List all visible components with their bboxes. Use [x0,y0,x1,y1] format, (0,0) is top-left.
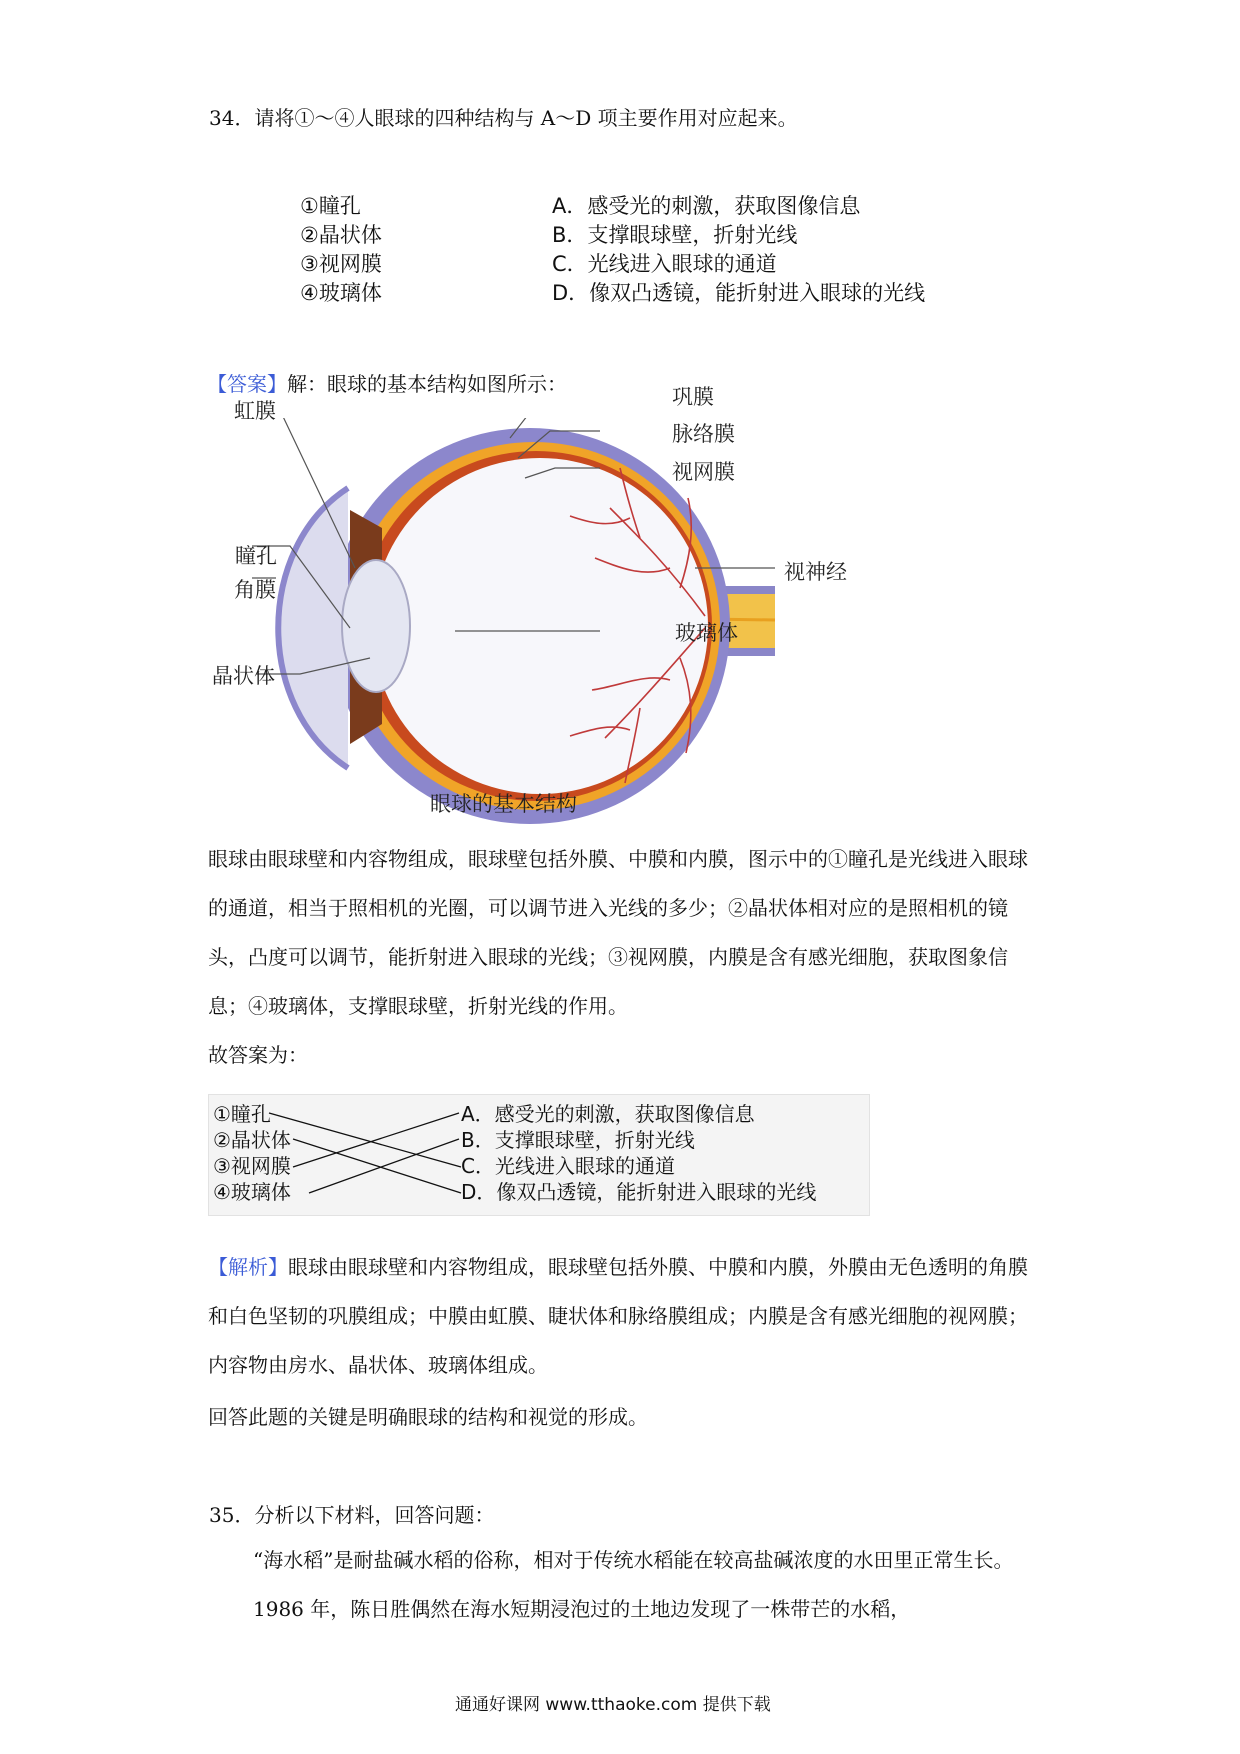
label-optic-nerve: 视神经 [784,560,847,584]
answer-left-3: ③视网膜 [213,1154,291,1178]
label-lens: 晶状体 [212,664,275,688]
q34-structure-3: ③视网膜 [300,252,382,276]
label-vitreous: 玻璃体 [675,621,738,645]
question-34-title: 34．请将①～④人眼球的四种结构与 A～D 项主要作用对应起来。 [209,106,798,130]
diagram-caption: 眼球的基本结构 [430,792,577,816]
answer-right-a: A．感受光的刺激，获取图像信息 [461,1102,755,1126]
answer-explanation: 眼球由眼球壁和内容物组成，眼球壁包括外膜、中膜和内膜，图示中的①瞳孔是光线进入眼球的通道，相当于照相机的光圈，可以调节进入光线的多少；②晶状体相对应的是照相机的镜头，凸度可以调节，能折射进入眼球的光线；③视网膜，内膜是含有感光细胞，获取图象信息；④玻璃体，支撑眼球壁，折射光线的作用。 [208,847,1028,1018]
q34-structures-list [300,192,382,308]
label-sclera: 巩膜 [672,385,714,409]
q34-function-b: B．支撑眼球壁，折射光线 [552,223,798,247]
q34-structure-4: ④玻璃体 [300,281,382,305]
question-35-title: 35．分析以下材料，回答问题： [209,1503,495,1527]
analysis-text: 眼球由眼球壁和内容物组成，眼球壁包括外膜、中膜和内膜，外膜由无色透明的角膜和白色坚韧的巩膜组成；中膜由虹膜、睫状体和脉络膜组成；内膜是含有感光细胞的视网膜；内容物由房水、晶状体、玻璃体组成。 [208,1255,1028,1377]
answer-left-1: ①瞳孔 [213,1102,271,1126]
answer-matching-box [208,1094,870,1216]
answer-intro: 解：眼球的基本结构如图所示： [287,372,567,396]
analysis-label: 【解析】 [208,1255,288,1279]
analysis-key-point: 回答此题的关键是明确眼球的结构和视觉的形成。 [208,1405,648,1429]
answer-right-column [461,1101,816,1205]
answer-right-c: C．光线进入眼球的通道 [461,1154,675,1178]
answer-right-d: D．像双凸透镜，能折射进入眼球的光线 [461,1180,817,1204]
q34-structure-1: ①瞳孔 [300,194,361,218]
answer-label: 【答案】 [207,372,287,396]
eye-diagram-labels [200,385,880,830]
answer-left-4: ④玻璃体 [213,1180,291,1204]
label-cornea: 角膜 [234,578,276,602]
answer-left-2: ②晶状体 [213,1128,291,1152]
label-retina: 视网膜 [672,460,735,484]
q34-function-a: A．感受光的刺激，获取图像信息 [552,194,861,218]
answer-right-b: B．支撑眼球壁，折射光线 [461,1128,695,1152]
answer-heading [207,369,567,399]
label-choroid: 脉络膜 [672,422,735,446]
so-answer-label: 故答案为： [208,1043,308,1067]
q34-function-d: D．像双凸透镜，能折射进入眼球的光线 [552,281,926,305]
label-pupil: 瞳孔 [235,544,277,568]
page-footer: 通通好课网 www.tthaoke.com 提供下载 [455,1695,771,1715]
label-iris: 虹膜 [234,399,276,423]
question-35-material: “海水稻”是耐盐碱水稻的俗称，相对于传统水稻能在较高盐碱浓度的水田里正常生长。1986 年，陈日胜偶然在海水短期浸泡过的土地边发现了一株带芒的水稻， [253,1548,1014,1621]
q34-structure-2: ②晶状体 [300,223,382,247]
q34-function-c: C．光线进入眼球的通道 [552,252,777,276]
q34-functions-list [552,192,925,308]
analysis-section [208,1243,1038,1390]
